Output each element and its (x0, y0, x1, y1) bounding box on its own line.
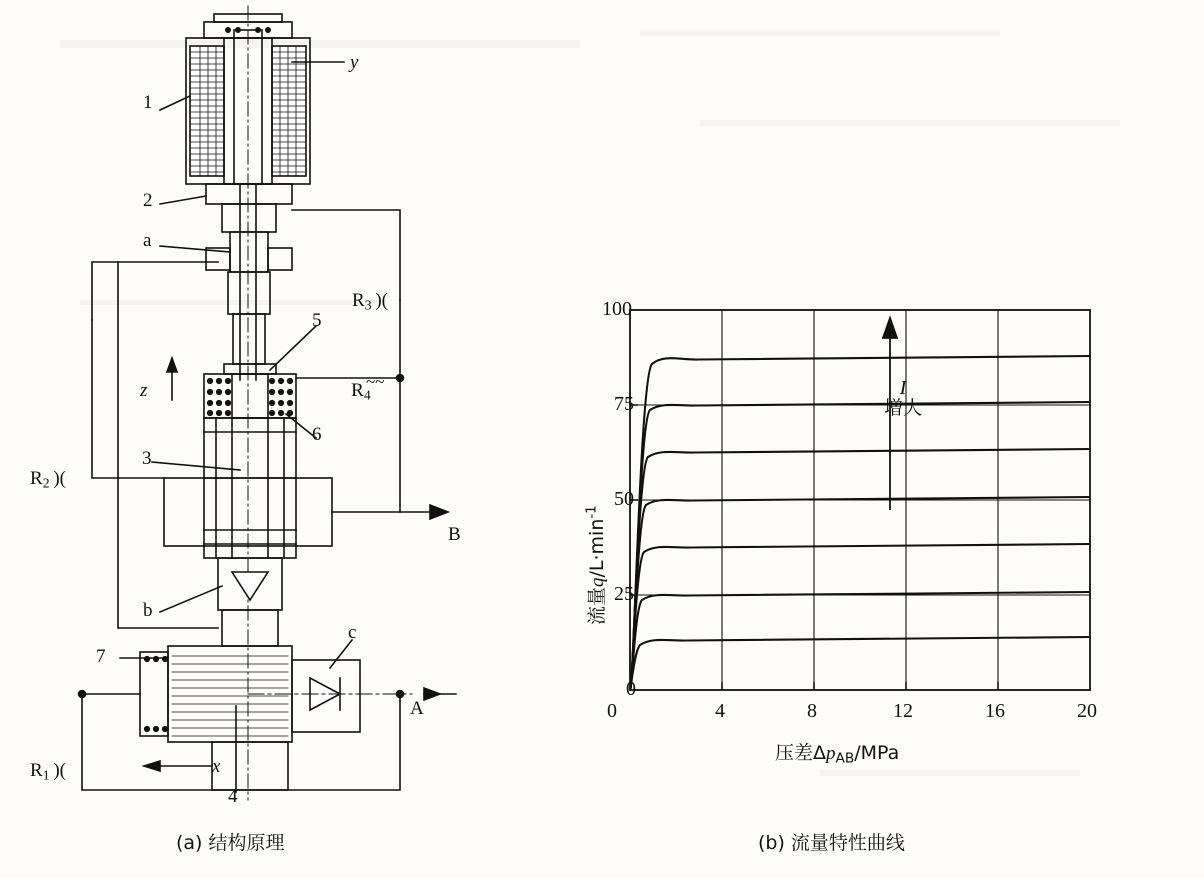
axis-label-z: z (140, 380, 148, 401)
flow-characteristic-chart (600, 290, 1140, 750)
x-tick-12: 12 (893, 700, 913, 722)
part-label-6: 6 (312, 424, 322, 445)
y-tick-25: 25 (614, 583, 634, 605)
schematic-drawing (0, 0, 560, 820)
caption-a: (a) 结构原理 (176, 832, 285, 854)
schematic-svg (0, 0, 560, 820)
x-tick-4: 4 (715, 700, 725, 722)
trend-text: 增大 (884, 397, 923, 419)
y-tick-75: 75 (614, 393, 634, 415)
part-label-4: 4 (228, 786, 238, 807)
x-tick-16: 16 (985, 700, 1005, 722)
part-label-7: 7 (96, 646, 106, 667)
axis-label-y: y (350, 52, 359, 73)
chart-series-group (630, 356, 1090, 690)
part-label-2: 2 (143, 190, 153, 211)
caption-b: (b) 流量特性曲线 (758, 832, 905, 854)
background-bleed (820, 770, 1080, 776)
resistor-label-R1: $R_1$ )( (30, 760, 66, 783)
point-label-a: a (143, 230, 152, 251)
x-tick-8: 8 (807, 700, 817, 722)
y-tick-0: 0 (626, 678, 636, 700)
x-tick-0: 0 (607, 700, 617, 722)
x-tick-20: 20 (1077, 700, 1097, 722)
resistor-label-R2: $R_2$ )( (30, 468, 66, 491)
port-label-A: A (410, 698, 424, 719)
trend-symbol: I (899, 377, 907, 399)
x-axis-title: 压差ΔpAB/MPa (775, 742, 900, 767)
point-label-b: b (143, 600, 153, 621)
background-bleed (700, 120, 1120, 126)
background-bleed (640, 30, 1000, 36)
y-tick-50: 50 (614, 488, 634, 510)
port-label-B: B (448, 524, 461, 545)
point-label-c: c (348, 622, 357, 643)
part-label-3: 3 (142, 448, 152, 469)
resistor-label-R4: ~~ $R_4$ (351, 372, 385, 403)
trend-annotation (884, 378, 922, 419)
part-label-5: 5 (312, 310, 322, 331)
axis-label-x: x (212, 756, 221, 777)
part-label-1: 1 (143, 92, 153, 113)
y-tick-100: 100 (602, 298, 632, 320)
y-axis-title: 流量$q/L\cdot\min^{-1}$ (584, 505, 608, 625)
chart-svg (600, 290, 1140, 750)
resistor-label-R3: $R_3$ )( (352, 290, 388, 313)
